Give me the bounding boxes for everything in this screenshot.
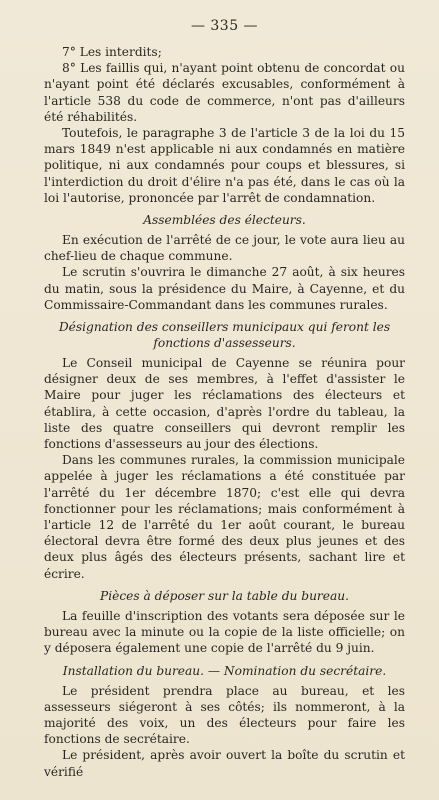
paragraph-item-7: 7° Les interdits; <box>62 45 162 59</box>
section-heading-assemblees: Assemblées des électeurs. <box>143 213 306 228</box>
paragraph-conseil-municipal: Le Conseil municipal de Cayenne se réunira pour désigner deux de ses membres, à l'effet d'assister le Maire pour juger les réclamations des électeurs et établira, à cette occasion, d'après l'ordre du tableau, la liste des quatre conseillers qui devront remplir les fonctions d'assesseurs au jour des élections. <box>44 356 405 452</box>
paragraph-president-ouvert: Le président, après avoir ouvert la boîte du scrutin et vérifié <box>44 748 405 779</box>
section-heading-designation: Désignation des conseillers municipaux qui feront les fonctions d'assesseurs. <box>58 320 391 351</box>
section-heading-installation: Installation du bureau. — Nomination du secrétaire. <box>62 663 387 678</box>
paragraph-president-place: Le président prendra place au bureau, et les assesseurs siégeront à ses côtés; ils nommeront, à la majorité des voix, un des électeurs pour faire les fonctions de secrétaire. <box>44 683 405 747</box>
section-heading-pieces: Pièces à déposer sur la table du bureau. <box>100 588 349 603</box>
paragraph-toutefois: Toutefois, le paragraphe 3 de l'article 3 de la loi du 15 mars 1849 n'est applicable ni aux condamnés en matière politique, ni aux condamnés pour coups et blessures, si l'interdiction du droit d'élire n'a pas été, dans le cas où la loi l'autorise, prononcée par l'arrêt de condamnation. <box>44 126 405 205</box>
paragraph-execution: En exécution de l'arrêté de ce jour, le vote aura lieu au chef-lieu de chaque commune. <box>44 233 405 264</box>
paragraph-feuille-inscription: La feuille d'inscription des votants sera déposée sur le bureau avec la minute ou la copie de la liste officielle; on y déposera également une copie de l'arrêté du 9 juin. <box>44 608 405 656</box>
paragraph-item-8: 8° Les faillis qui, n'ayant point obtenu de concordat ou n'ayant point été déclarés excusables, conformément à l'article 538 du code de commerce, n'ont pas d'ailleurs été réhabilités. <box>44 61 405 124</box>
paragraph-communes-rurales: Dans les communes rurales, la commission municipale appelée à juger les réclamations a été constituée par l'arrêté du 1er décembre 1870; c'est elle qui devra fonctionner pour les réclamations; mais conformément à l'article 12 de l'arrêté du 1er août courant, le bureau électoral devra être formé des deux plus jeunes et des deux plus âgés des électeurs présents, sachant lire et écrire. <box>44 453 405 581</box>
paragraph-scrutin: Le scrutin s'ouvrira le dimanche 27 août, à six heures du matin, sous la présidence du Maire, à Cayenne, et du Commissaire-Commandant dans les communes rurales. <box>44 265 405 312</box>
page-number: — 335 — <box>190 18 259 34</box>
